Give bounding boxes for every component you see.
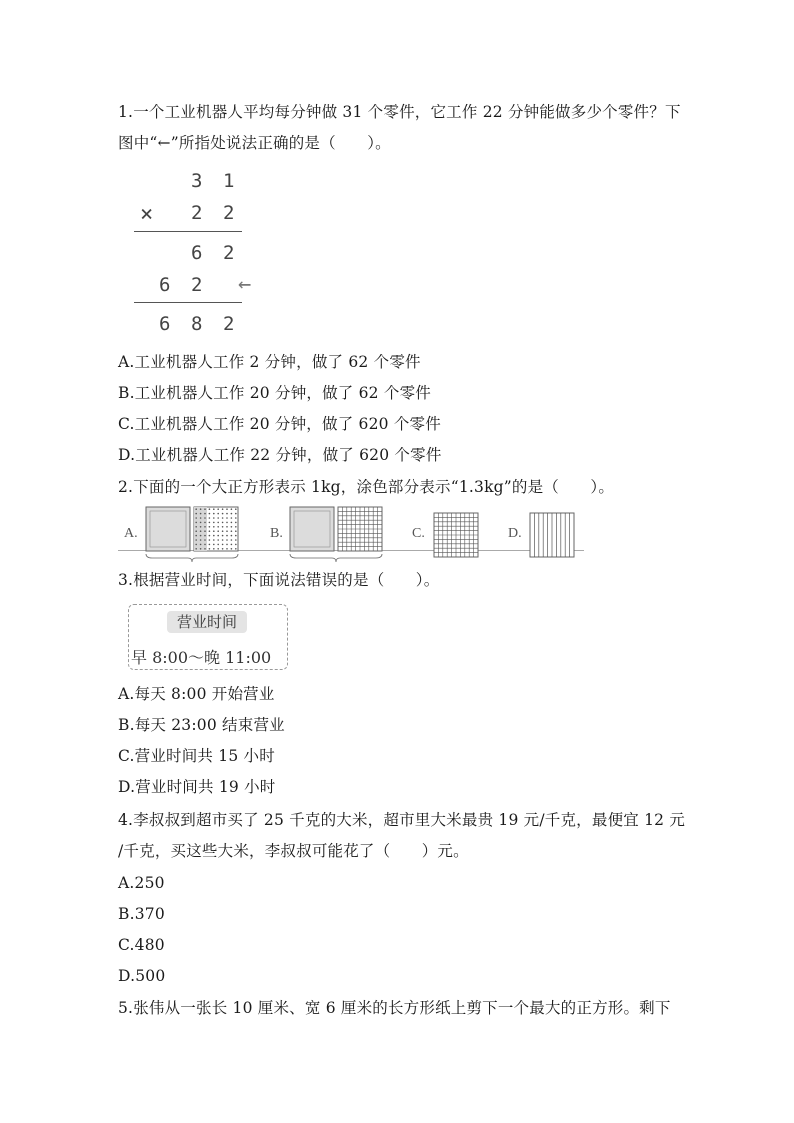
q4-option-d[interactable]: D.500: [118, 967, 166, 985]
q1-option-c[interactable]: C.工业机器人工作 20 分钟，做了 620 个零件: [118, 415, 441, 433]
q1-stem-line1: 1.一个工业机器人平均每分钟做 31 个零件，它工作 22 分钟能做多少个零件？下: [118, 103, 681, 121]
q1-option-a[interactable]: A.工业机器人工作 2 分钟，做了 62 个零件: [118, 353, 421, 371]
q2-option-d-figure[interactable]: [528, 502, 576, 562]
q4-stem-line2: /千克，买这些大米，李叔叔可能花了（ ）元。: [118, 842, 469, 860]
q2-option-c-figure[interactable]: [432, 502, 480, 562]
q4-option-c[interactable]: C.480: [118, 936, 165, 954]
q2-option-d-label[interactable]: D.: [508, 526, 522, 541]
q4-stem-line1: 4.李叔叔到超市买了 25 千克的大米，超市里大米最贵 19 元/千克，最便宜 12 元: [118, 811, 686, 829]
calc-rule: [134, 302, 242, 303]
business-hours-sign: [128, 604, 288, 670]
q2-option-a-label[interactable]: A.: [124, 526, 138, 541]
calc-digit: 6: [191, 242, 203, 264]
vertical-multiplication: [128, 168, 278, 340]
q5-stem-line1: 5.张伟从一张长 10 厘米、宽 6 厘米的长方形纸上剪下一个最大的正方形。剩下: [118, 999, 671, 1017]
q2-option-c-label[interactable]: C.: [412, 526, 425, 541]
calc-digit: 6: [159, 274, 171, 296]
times-sign: ×: [140, 202, 154, 227]
calc-digit: 8: [191, 313, 203, 335]
sign-title: 营业时间: [167, 611, 247, 633]
q2-option-b-label[interactable]: B.: [270, 526, 283, 541]
calc-digit: 2: [223, 313, 235, 335]
calc-digit: 2: [191, 274, 203, 296]
q3-option-c[interactable]: C.营业时间共 15 小时: [118, 747, 275, 765]
q2-option-a-figure[interactable]: [144, 502, 242, 562]
q4-option-b[interactable]: B.370: [118, 905, 165, 923]
arrow-icon: ←: [238, 272, 252, 297]
calc-digit: 3: [191, 170, 203, 192]
q3-stem: 3.根据营业时间，下面说法错误的是（ ）。: [118, 571, 440, 589]
q3-option-b[interactable]: B.每天 23:00 结束营业: [118, 716, 285, 734]
calc-digit: 2: [223, 242, 235, 264]
calc-digit: 1: [223, 170, 235, 192]
q2-option-b-figure[interactable]: [288, 502, 386, 562]
q2-stem: 2.下面的一个大正方形表示 1kg，涂色部分表示“1.3kg”的是（ ）。: [118, 478, 615, 496]
q3-option-d[interactable]: D.营业时间共 19 小时: [118, 778, 276, 796]
calc-digit: 2: [191, 202, 203, 224]
q1-option-b[interactable]: B.工业机器人工作 20 分钟，做了 62 个零件: [118, 384, 431, 402]
sign-hours: 早 8:00～晚 11:00: [131, 648, 272, 667]
q1-option-d[interactable]: D.工业机器人工作 22 分钟，做了 620 个零件: [118, 446, 442, 464]
calc-digit: 2: [223, 202, 235, 224]
calc-rule: [134, 231, 242, 232]
calc-digit: 6: [159, 313, 171, 335]
q1-stem-line2: 图中“←”所指处说法正确的是（ ）。: [118, 134, 391, 152]
q4-option-a[interactable]: A.250: [118, 874, 165, 892]
q3-option-a[interactable]: A.每天 8:00 开始营业: [118, 685, 275, 703]
